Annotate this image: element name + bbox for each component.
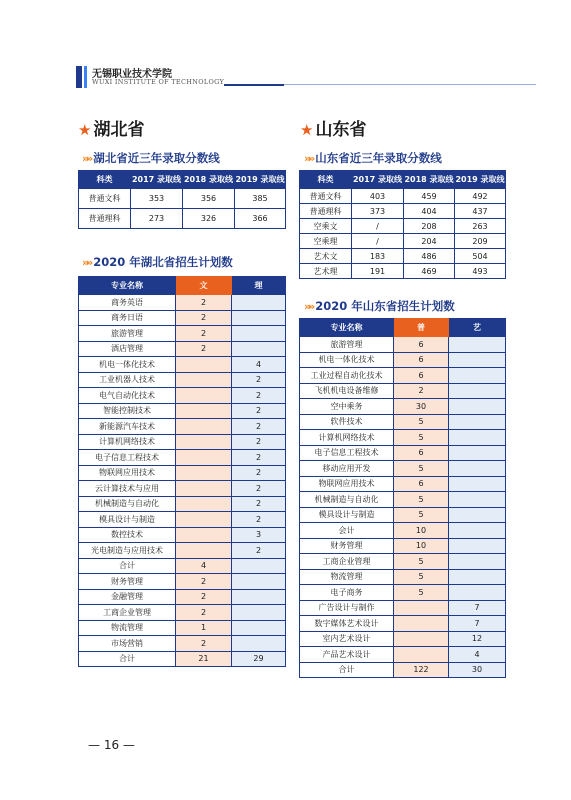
table-cell: 市场营销 <box>79 636 176 652</box>
column-header: 科类 <box>300 171 352 189</box>
table-cell <box>176 465 232 481</box>
table-cell <box>232 558 286 574</box>
table-row <box>300 554 506 570</box>
table-row <box>300 264 506 279</box>
table-cell: 2 <box>176 605 232 621</box>
table-row <box>79 589 286 605</box>
table-row <box>79 189 286 209</box>
school-name-en: WUXI INSTITUTE OF TECHNOLOGY <box>92 78 225 86</box>
table-cell: 会计 <box>300 523 394 539</box>
column-header: 科类 <box>79 171 131 189</box>
table-cell: 移动应用开发 <box>300 461 394 477</box>
table-row <box>79 620 286 636</box>
table-row <box>79 295 286 311</box>
table-cell: 物联网应用技术 <box>300 476 394 492</box>
table-cell <box>394 616 449 632</box>
table-cell: 12 <box>449 631 506 647</box>
column-header: 2018 录取线 <box>404 171 455 189</box>
table-row <box>79 574 286 590</box>
table-row <box>79 403 286 419</box>
table-cell: 电子信息工程技术 <box>79 450 176 466</box>
header-accent-bar <box>76 66 82 88</box>
column-header: 专业名称 <box>300 319 394 337</box>
header-rule-dark <box>224 84 284 86</box>
header-accent-bar-light <box>84 66 87 88</box>
table-row <box>79 372 286 388</box>
table-cell: 385 <box>235 189 286 209</box>
table-cell: 492 <box>455 189 506 204</box>
table-cell: 机械制造与自动化 <box>79 496 176 512</box>
table-cell <box>232 605 286 621</box>
table-cell: 2 <box>232 512 286 528</box>
table-row <box>300 523 506 539</box>
table-cell: 122 <box>394 662 449 678</box>
table-cell <box>394 647 449 663</box>
table-cell: 204 <box>404 234 455 249</box>
table-cell: 工商企业管理 <box>300 554 394 570</box>
table-cell <box>176 403 232 419</box>
table-cell <box>176 434 232 450</box>
table-row <box>300 352 506 368</box>
table-cell: 商务日语 <box>79 310 176 326</box>
table-cell: 工业机器人技术 <box>79 372 176 388</box>
table-row <box>300 414 506 430</box>
table-cell: 普通文科 <box>300 189 352 204</box>
table-header-row <box>79 171 286 189</box>
table-row <box>300 219 506 234</box>
table-cell: 2 <box>232 403 286 419</box>
table-row <box>300 600 506 616</box>
table-row <box>300 585 506 601</box>
table-cell: 209 <box>455 234 506 249</box>
table-cell <box>449 399 506 415</box>
table-cell: 室内艺术设计 <box>300 631 394 647</box>
table-row <box>300 492 506 508</box>
header-rule <box>284 84 536 85</box>
table-cell: 366 <box>235 209 286 229</box>
shandong-title-text: 山东省 <box>315 120 367 140</box>
table-cell: 新能源汽车技术 <box>79 419 176 435</box>
shandong-score-title <box>304 150 442 167</box>
column-header: 2017 录取线 <box>352 171 404 189</box>
table-cell: 智能控制技术 <box>79 403 176 419</box>
table-cell: 2 <box>232 388 286 404</box>
table-cell <box>176 481 232 497</box>
table-row <box>300 631 506 647</box>
table-cell <box>232 295 286 311</box>
table-cell <box>449 352 506 368</box>
table-cell: 326 <box>183 209 235 229</box>
table-cell: 5 <box>394 507 449 523</box>
table-row <box>300 204 506 219</box>
table-cell <box>449 585 506 601</box>
table-cell: 191 <box>352 264 404 279</box>
table-cell: / <box>352 234 404 249</box>
table-cell <box>176 419 232 435</box>
table-cell: 404 <box>404 204 455 219</box>
table-cell <box>449 383 506 399</box>
table-cell: 2 <box>232 450 286 466</box>
table-row <box>79 558 286 574</box>
table-cell: 353 <box>131 189 183 209</box>
table-cell: 504 <box>455 249 506 264</box>
table-cell: 2 <box>232 481 286 497</box>
table-cell: 2 <box>232 434 286 450</box>
column-header: 2019 录取线 <box>235 171 286 189</box>
table-header-row <box>300 171 506 189</box>
table-cell: 459 <box>404 189 455 204</box>
table-cell <box>176 496 232 512</box>
double-chevron-icon: »» <box>304 152 313 165</box>
table-cell: 物流管理 <box>79 620 176 636</box>
table-cell <box>449 554 506 570</box>
table-cell: 合计 <box>79 651 176 667</box>
table-cell: 空中乘务 <box>300 399 394 415</box>
table-row <box>300 430 506 446</box>
table-row <box>79 388 286 404</box>
table-row <box>300 616 506 632</box>
table-cell <box>176 388 232 404</box>
table-row <box>79 419 286 435</box>
table-cell <box>394 600 449 616</box>
shandong-plan-table <box>299 318 506 678</box>
shandong-score-title-text: 山东省近三年录取分数线 <box>315 151 442 165</box>
table-row <box>79 496 286 512</box>
table-row <box>79 209 286 229</box>
table-cell: 2 <box>232 465 286 481</box>
table-row <box>79 341 286 357</box>
table-row <box>79 310 286 326</box>
table-row <box>300 662 506 678</box>
star-icon: ★ <box>300 121 314 139</box>
table-cell <box>449 430 506 446</box>
table-cell: 旅游管理 <box>79 326 176 342</box>
table-cell: 2 <box>176 636 232 652</box>
table-row <box>300 569 506 585</box>
table-cell: 计算机网络技术 <box>300 430 394 446</box>
table-cell: 机电一体化技术 <box>300 352 394 368</box>
table-cell: 2 <box>176 574 232 590</box>
table-cell: 5 <box>394 492 449 508</box>
school-name: 无锡职业技术学院 <box>92 69 172 80</box>
table-cell: 403 <box>352 189 404 204</box>
table-cell: 493 <box>455 264 506 279</box>
table-row <box>300 399 506 415</box>
column-header: 2018 录取线 <box>183 171 235 189</box>
table-cell: 2 <box>176 341 232 357</box>
table-cell: 普通理科 <box>79 209 131 229</box>
table-cell <box>394 631 449 647</box>
table-cell: 计算机网络技术 <box>79 434 176 450</box>
table-cell: 3 <box>232 527 286 543</box>
table-cell <box>176 543 232 559</box>
table-cell: 2 <box>394 383 449 399</box>
column-header: 文 <box>176 277 232 295</box>
hubei-title-text: 湖北省 <box>93 120 145 140</box>
table-cell: 2 <box>232 419 286 435</box>
table-cell: 飞机机电设备维修 <box>300 383 394 399</box>
table-cell: 373 <box>352 204 404 219</box>
table-cell: 产品艺术设计 <box>300 647 394 663</box>
table-cell <box>232 574 286 590</box>
table-cell <box>449 337 506 353</box>
table-cell: 5 <box>394 461 449 477</box>
table-cell: 酒店管理 <box>79 341 176 357</box>
table-row <box>79 636 286 652</box>
table-cell: 356 <box>183 189 235 209</box>
table-cell: 273 <box>131 209 183 229</box>
table-row <box>300 368 506 384</box>
table-cell: 30 <box>394 399 449 415</box>
table-cell <box>449 461 506 477</box>
table-cell <box>176 372 232 388</box>
table-row <box>79 651 286 667</box>
table-cell: 财务管理 <box>300 538 394 554</box>
table-cell <box>449 414 506 430</box>
double-chevron-icon: »» <box>304 300 313 313</box>
shandong-plan-title-text: 2020 年山东省招生计划数 <box>315 299 455 313</box>
table-cell <box>232 620 286 636</box>
column-header: 2017 录取线 <box>131 171 183 189</box>
table-cell: 6 <box>394 337 449 353</box>
table-row <box>300 249 506 264</box>
table-cell: 7 <box>449 600 506 616</box>
table-cell <box>449 507 506 523</box>
table-cell: 1 <box>176 620 232 636</box>
table-cell <box>176 512 232 528</box>
page-number: — 16 — <box>88 738 135 752</box>
table-cell: 普通理科 <box>300 204 352 219</box>
table-cell: 模具设计与制造 <box>300 507 394 523</box>
hubei-title <box>78 120 144 140</box>
table-cell: 物联网应用技术 <box>79 465 176 481</box>
column-header: 理 <box>232 277 286 295</box>
shandong-title <box>300 120 366 140</box>
table-cell: 艺术文 <box>300 249 352 264</box>
table-cell <box>449 476 506 492</box>
table-cell: 263 <box>455 219 506 234</box>
table-cell: 2 <box>176 589 232 605</box>
table-cell <box>232 310 286 326</box>
table-cell: 工业过程自动化技术 <box>300 368 394 384</box>
table-cell <box>449 492 506 508</box>
table-cell <box>449 523 506 539</box>
table-cell: 物流管理 <box>300 569 394 585</box>
table-cell: 电气自动化技术 <box>79 388 176 404</box>
table-row <box>79 434 286 450</box>
table-cell: 2 <box>176 295 232 311</box>
table-cell: 6 <box>394 445 449 461</box>
table-cell: 30 <box>449 662 506 678</box>
table-cell: 437 <box>455 204 506 219</box>
table-row <box>79 605 286 621</box>
table-cell: 合计 <box>300 662 394 678</box>
table-cell: 合计 <box>79 558 176 574</box>
table-row <box>300 445 506 461</box>
table-row <box>79 450 286 466</box>
table-cell: 6 <box>394 476 449 492</box>
table-row <box>79 512 286 528</box>
table-cell <box>232 589 286 605</box>
table-header-row <box>79 277 286 295</box>
table-header-row <box>300 319 506 337</box>
table-cell <box>449 569 506 585</box>
table-cell: 2 <box>176 326 232 342</box>
table-cell <box>449 538 506 554</box>
table-row <box>79 527 286 543</box>
table-cell: 5 <box>394 554 449 570</box>
shandong-plan-title <box>304 298 455 315</box>
hubei-plan-title-text: 2020 年湖北省招生计划数 <box>93 255 233 269</box>
table-cell: 普通文科 <box>79 189 131 209</box>
table-cell: 10 <box>394 538 449 554</box>
table-cell: 2 <box>232 496 286 512</box>
double-chevron-icon: »» <box>82 152 91 165</box>
table-cell: 5 <box>394 569 449 585</box>
table-cell: 5 <box>394 414 449 430</box>
table-row <box>300 337 506 353</box>
table-cell: 21 <box>176 651 232 667</box>
table-cell: 486 <box>404 249 455 264</box>
table-row <box>300 189 506 204</box>
shandong-score-table <box>299 170 506 279</box>
table-cell: / <box>352 219 404 234</box>
table-cell: 云计算技术与应用 <box>79 481 176 497</box>
table-cell <box>232 341 286 357</box>
hubei-score-title-text: 湖北省近三年录取分数线 <box>93 151 220 165</box>
table-cell: 5 <box>394 585 449 601</box>
table-cell: 商务英语 <box>79 295 176 311</box>
table-cell: 5 <box>394 430 449 446</box>
table-cell <box>232 326 286 342</box>
table-cell: 广告设计与制作 <box>300 600 394 616</box>
table-cell: 模具设计与制造 <box>79 512 176 528</box>
table-cell: 金融管理 <box>79 589 176 605</box>
hubei-score-table <box>78 170 286 229</box>
table-row <box>300 538 506 554</box>
table-cell: 2 <box>232 543 286 559</box>
table-cell: 电子信息工程技术 <box>300 445 394 461</box>
table-cell: 电子商务 <box>300 585 394 601</box>
column-header: 普 <box>394 319 449 337</box>
table-row <box>300 476 506 492</box>
table-row <box>300 461 506 477</box>
page-header <box>76 64 536 90</box>
table-row <box>79 465 286 481</box>
table-cell: 208 <box>404 219 455 234</box>
table-cell: 机电一体化技术 <box>79 357 176 373</box>
table-cell: 空乘文 <box>300 219 352 234</box>
table-row <box>79 326 286 342</box>
table-cell: 6 <box>394 368 449 384</box>
column-header: 艺 <box>449 319 506 337</box>
table-row <box>79 357 286 373</box>
table-row <box>300 234 506 249</box>
table-cell: 旅游管理 <box>300 337 394 353</box>
table-cell: 工商企业管理 <box>79 605 176 621</box>
table-cell: 4 <box>176 558 232 574</box>
hubei-plan-table <box>78 276 286 667</box>
column-header: 2019 录取线 <box>455 171 506 189</box>
double-chevron-icon: »» <box>82 256 91 269</box>
table-cell: 29 <box>232 651 286 667</box>
table-cell <box>449 445 506 461</box>
table-cell: 艺术理 <box>300 264 352 279</box>
table-cell: 数控技术 <box>79 527 176 543</box>
table-cell: 7 <box>449 616 506 632</box>
table-cell: 光电制造与应用技术 <box>79 543 176 559</box>
table-cell: 4 <box>232 357 286 373</box>
table-cell: 空乘理 <box>300 234 352 249</box>
table-cell: 10 <box>394 523 449 539</box>
table-cell: 2 <box>232 372 286 388</box>
table-cell <box>232 636 286 652</box>
table-cell: 183 <box>352 249 404 264</box>
table-cell: 软件技术 <box>300 414 394 430</box>
table-cell <box>449 368 506 384</box>
table-cell: 2 <box>176 310 232 326</box>
column-header: 专业名称 <box>79 277 176 295</box>
star-icon: ★ <box>78 121 92 139</box>
hubei-score-title <box>82 150 220 167</box>
table-cell: 数字媒体艺术设计 <box>300 616 394 632</box>
table-row <box>300 383 506 399</box>
table-cell: 6 <box>394 352 449 368</box>
table-cell: 机械制造与自动化 <box>300 492 394 508</box>
hubei-plan-title <box>82 254 233 271</box>
table-cell: 财务管理 <box>79 574 176 590</box>
table-row <box>300 507 506 523</box>
table-cell <box>176 357 232 373</box>
table-cell <box>176 450 232 466</box>
table-cell <box>176 527 232 543</box>
table-row <box>300 647 506 663</box>
table-row <box>79 543 286 559</box>
table-row <box>79 481 286 497</box>
table-cell: 469 <box>404 264 455 279</box>
table-cell: 4 <box>449 647 506 663</box>
